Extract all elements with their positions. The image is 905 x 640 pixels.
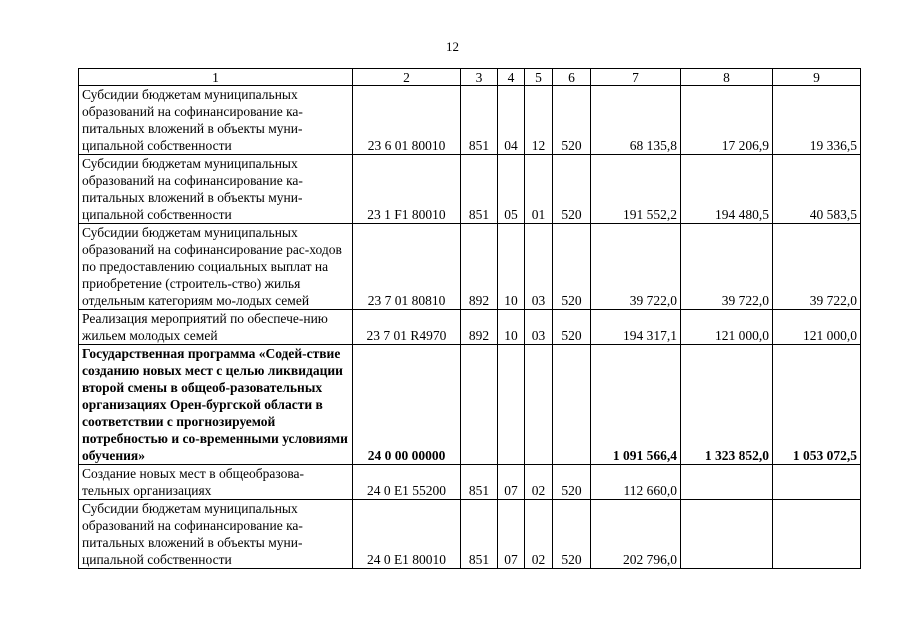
row-c6: 520	[553, 155, 591, 224]
row-c9: 19 336,5	[773, 86, 861, 155]
row-name: Субсидии бюджетам муниципальных образований на софинансирование рас-ходов по предоставлению социальных выплат на приобретение (строитель-ство) жилья отдельным категориям мо-лодых семей	[79, 224, 353, 310]
row-c4	[498, 345, 525, 465]
row-c7: 194 317,1	[591, 310, 681, 345]
row-c5: 02	[525, 465, 553, 500]
row-c7: 191 552,2	[591, 155, 681, 224]
row-c4: 04	[498, 86, 525, 155]
column-header: 5	[525, 69, 553, 86]
column-header: 4	[498, 69, 525, 86]
row-code: 23 7 01 80810	[353, 224, 461, 310]
row-c9	[773, 465, 861, 500]
row-c8: 1 323 852,0	[681, 345, 773, 465]
row-code: 23 1 F1 80010	[353, 155, 461, 224]
row-c9: 1 053 072,5	[773, 345, 861, 465]
table-row	[79, 155, 861, 224]
row-c3: 851	[461, 86, 498, 155]
row-code: 23 7 01 R4970	[353, 310, 461, 345]
row-c3: 892	[461, 310, 498, 345]
row-name: Субсидии бюджетам муниципальных образований на софинансирование ка-питальных вложений в объекты муни-ципальной собственности	[79, 155, 353, 224]
row-c3: 851	[461, 500, 498, 569]
row-c5	[525, 345, 553, 465]
row-name: Создание новых мест в общеобразова-тельных организациях	[79, 465, 353, 500]
column-header: 1	[79, 69, 353, 86]
row-c4: 10	[498, 310, 525, 345]
table-row	[79, 86, 861, 155]
row-c5: 03	[525, 224, 553, 310]
row-name: Государственная программа «Содей-ствие созданию новых мест с целью ликвидации второй смены в общеоб-разовательных организациях Орен-бургской области в соответствии с прогнозируемой потребностью и со-временными условиями обучения»	[79, 345, 353, 465]
page-number: 12	[446, 39, 459, 54]
row-c4: 07	[498, 465, 525, 500]
row-code: 24 0 E1 80010	[353, 500, 461, 569]
table-row	[79, 224, 861, 310]
row-c7: 112 660,0	[591, 465, 681, 500]
table-row	[79, 465, 861, 500]
table-row	[79, 500, 861, 569]
row-c8: 194 480,5	[681, 155, 773, 224]
row-c7: 1 091 566,4	[591, 345, 681, 465]
row-c3: 851	[461, 155, 498, 224]
row-c4: 07	[498, 500, 525, 569]
row-c5: 01	[525, 155, 553, 224]
row-c6: 520	[553, 500, 591, 569]
row-c5: 02	[525, 500, 553, 569]
row-c6: 520	[553, 310, 591, 345]
row-c6	[553, 345, 591, 465]
row-code: 23 6 01 80010	[353, 86, 461, 155]
row-c6: 520	[553, 224, 591, 310]
column-header: 8	[681, 69, 773, 86]
row-c9: 121 000,0	[773, 310, 861, 345]
row-c4: 05	[498, 155, 525, 224]
row-code: 24 0 E1 55200	[353, 465, 461, 500]
column-header: 6	[553, 69, 591, 86]
row-c9: 39 722,0	[773, 224, 861, 310]
row-c8: 121 000,0	[681, 310, 773, 345]
row-c8: 17 206,9	[681, 86, 773, 155]
row-c5: 12	[525, 86, 553, 155]
row-c4: 10	[498, 224, 525, 310]
row-c3: 892	[461, 224, 498, 310]
row-c6: 520	[553, 86, 591, 155]
row-c6: 520	[553, 465, 591, 500]
row-c8	[681, 500, 773, 569]
row-c7: 202 796,0	[591, 500, 681, 569]
table-row-program	[79, 345, 861, 465]
row-c5: 03	[525, 310, 553, 345]
row-c3	[461, 345, 498, 465]
row-c7: 39 722,0	[591, 224, 681, 310]
row-c8: 39 722,0	[681, 224, 773, 310]
row-c9: 40 583,5	[773, 155, 861, 224]
column-number-row	[79, 69, 861, 86]
row-c9	[773, 500, 861, 569]
row-c8	[681, 465, 773, 500]
budget-table	[78, 68, 861, 569]
row-c7: 68 135,8	[591, 86, 681, 155]
row-c3: 851	[461, 465, 498, 500]
column-header: 2	[353, 69, 461, 86]
column-header: 7	[591, 69, 681, 86]
column-header: 3	[461, 69, 498, 86]
row-name: Субсидии бюджетам муниципальных образований на софинансирование ка-питальных вложений в объекты муни-ципальной собственности	[79, 500, 353, 569]
row-name: Субсидии бюджетам муниципальных образований на софинансирование ка-питальных вложений в объекты муни-ципальной собственности	[79, 86, 353, 155]
row-name: Реализация мероприятий по обеспече-нию жильем молодых семей	[79, 310, 353, 345]
table-row	[79, 310, 861, 345]
row-code: 24 0 00 00000	[353, 345, 461, 465]
column-header: 9	[773, 69, 861, 86]
